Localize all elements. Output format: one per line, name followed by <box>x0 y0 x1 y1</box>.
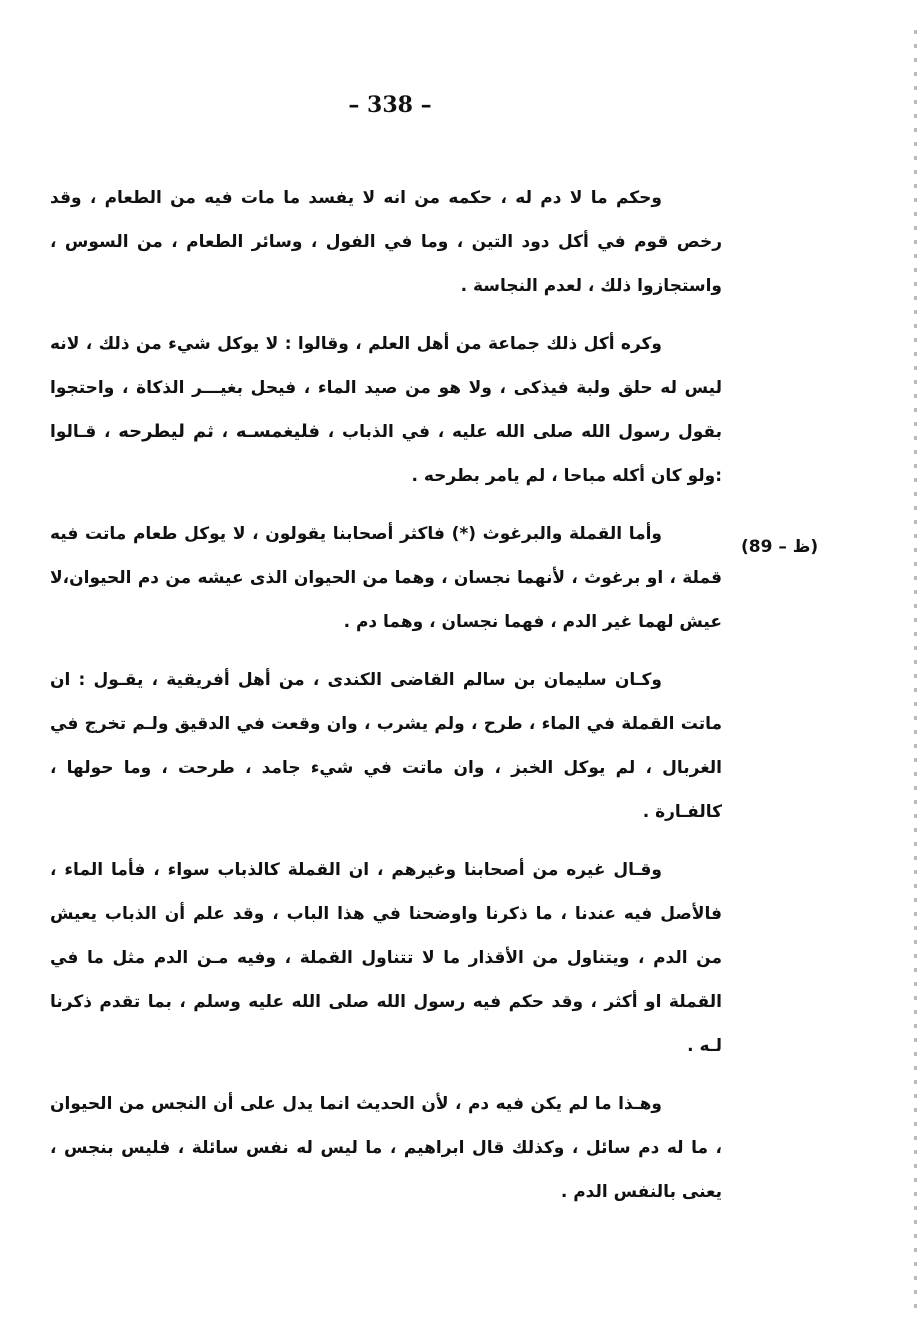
paragraph-5: وقـال غيره من أصحابنا وغيرهم ، ان القملة كالذباب سواء ، فأما الماء ، فالأصل فيه عندنا ، ما ذكرنا واوضحنا في هذا الباب ، وقد علم أن الذباب يعيش من الدم ، ويتناول من الأقذار ما لا تتناول القملة ، وفيه مـن الدم مثل ما في القملة او أكثر ، وقد حكم فيه رسول الله صلى الله عليه وسلم ، بما تقدم ذكرنا لـه . <box>50 860 722 1056</box>
margin-note: (89 – ظ) <box>741 537 819 557</box>
paragraph-4: وكـان سليمان بن سالم القاضى الكندى ، من أهل أفريقية ، يقـول : ان ماتت القملة في الماء ، طرح ، ولم يشرب ، وان وقعت في الدقيق ولـم تخرج في الغربال ، لم يوكل الخبز ، وان ماتت في شيء جامد ، طرحت ، وما حولها ، كالفـارة . <box>50 670 722 822</box>
page-number: – 338 – <box>348 92 432 118</box>
body-text <box>50 176 722 1228</box>
paragraph-3: وأما القملة والبرغوث (*) فاكثر أصحابنا يقولون ، لا يوكل طعام ماتت فيه قملة ، او برغوث ، لأنهما نجسان ، وهما من الحيوان الذى عيشه من دم الحيوان،لا عيش لهما غير الدم ، فهما نجسان ، وهما دم . <box>50 524 722 632</box>
paragraph-6: وهـذا ما لم يكن فيه دم ، لأن الحديث انما يدل على أن النجس من الحيوان ، ما له دم سائل ، وكذلك قال ابراهيم ، ما ليس له نفس سائلة ، فليس بنجس ، يعنى بالنفس الدم . <box>50 1094 722 1202</box>
hadith-quote-1: فليغمسـه <box>235 421 320 442</box>
paragraph-2-text-b: ، قـالوا :ولو كان أكله مباحا ، لم يامر بطرحه . <box>50 422 722 486</box>
hadith-quote-2: ثم ليطرحه <box>118 421 214 442</box>
paragraph-2-text-a: وكره أكل ذلك جماعة من أهل العلم ، وقالوا : لا يوكل شيء من ذلك ، لانه ليس له حلق ولبة فيذكى ، ولا هو من صيد الماء ، فيحل بغيـــر الذكاة ، واحتجوا بقول رسول الله صلى الله عليه ، في الذباب ، <box>50 334 722 442</box>
paragraph-2-sep: ، <box>213 422 236 442</box>
paragraph-1: وحكم ما لا دم له ، حكمه من انه لا يفسد ما مات فيه من الطعام ، وقد رخص قوم في أكل دود التين ، وما في الفول ، وسائر الطعام ، من السوس ، واستجازوا ذلك ، لعدم النجاسة . <box>50 188 722 296</box>
paragraph-2 <box>50 322 722 498</box>
page-edge-shadow <box>914 30 917 1310</box>
